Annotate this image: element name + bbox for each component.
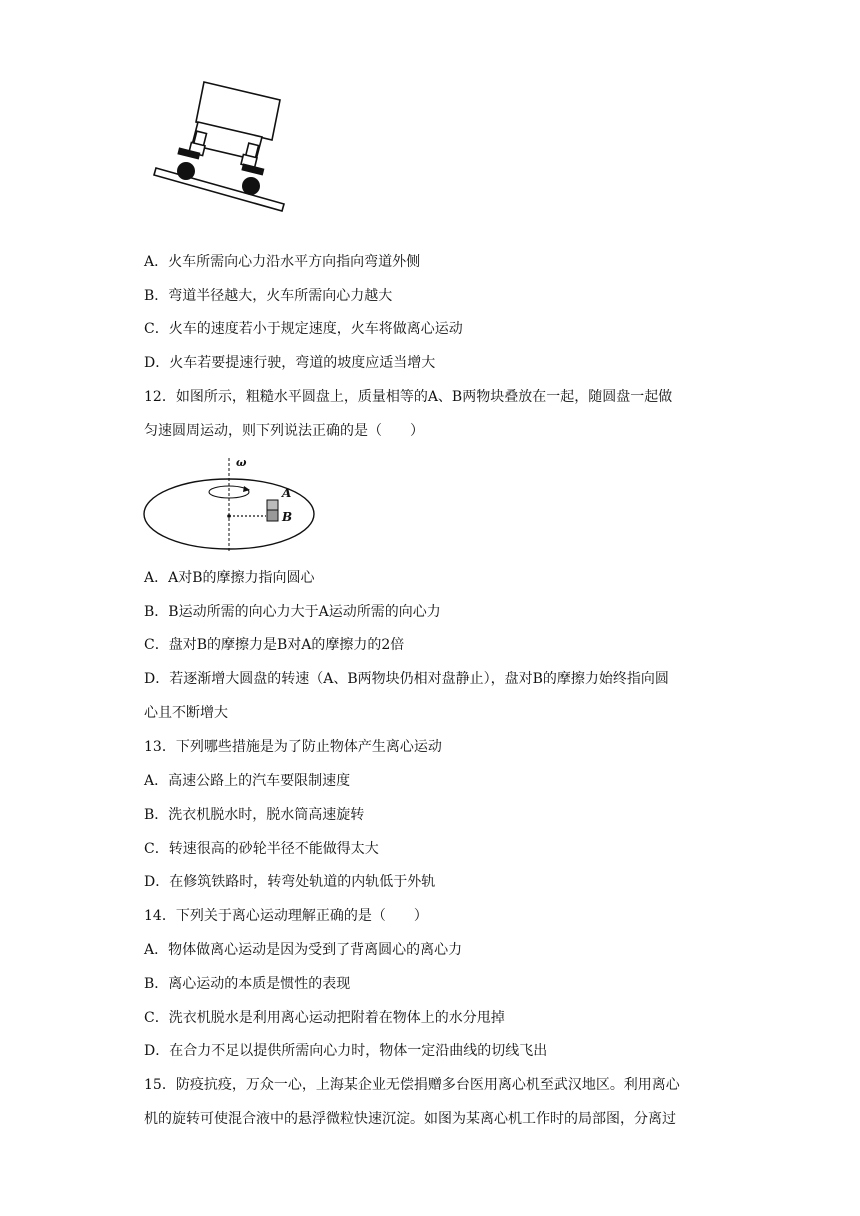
q12-stem-line2: 匀速圆周运动，则下列说法正确的是（ ） <box>144 423 424 439</box>
block-a-label: A <box>282 486 292 500</box>
q15-stem-line2: 机的旋转可使混合液中的悬浮微粒快速沉淀。如图为某离心机工作时的局部图，分离过 <box>144 1111 676 1127</box>
omega-label: ω <box>236 456 247 469</box>
q11-option-a: A．火车所需向心力沿水平方向指向弯道外侧 <box>144 254 421 270</box>
q15-stem-line1: 15．防疫抗疫，万众一心，上海某企业无偿捐赠多台医用离心机至武汉地区。利用离心 <box>144 1077 680 1093</box>
q11-option-c: C．火车的速度若小于规定速度，火车将做离心运动 <box>144 321 463 337</box>
q12-option-c: C．盘对B的摩擦力是B对A的摩擦力的2倍 <box>144 637 405 653</box>
train-on-banked-track-figure <box>150 74 290 214</box>
q11-option-b: B．弯道半径越大，火车所需向心力越大 <box>144 288 393 304</box>
q11-option-d: D．火车若要提速行驶，弯道的坡度应适当增大 <box>144 355 436 371</box>
q13-option-b: B．洗衣机脱水时，脱水筒高速旋转 <box>144 807 365 823</box>
q14-option-a: A．物体做离心运动是因为受到了背离圆心的离心力 <box>144 942 463 958</box>
rotating-disc-figure <box>140 452 330 562</box>
block-b-label: B <box>282 510 293 524</box>
q13-stem: 13．下列哪些措施是为了防止物体产生离心运动 <box>144 739 442 755</box>
q12-option-b: B．B运动所需的向心力大于A运动所需的向心力 <box>144 604 441 620</box>
q13-option-a: A．高速公路上的汽车要限制速度 <box>144 773 351 789</box>
q13-option-d: D．在修筑铁路时，转弯处轨道的内轨低于外轨 <box>144 874 436 890</box>
q14-option-d: D．在合力不足以提供所需向心力时，物体一定沿曲线的切线飞出 <box>144 1043 548 1059</box>
q14-option-b: B．离心运动的本质是惯性的表现 <box>144 976 351 992</box>
q12-stem-line1: 12．如图所示，粗糙水平圆盘上，质量相等的A、B两物块叠放在一起，随圆盘一起做 <box>144 389 673 405</box>
q12-option-d: D．若逐渐增大圆盘的转速（A、B两物块仍相对盘静止），盘对B的摩擦力始终指向圆 <box>144 671 669 687</box>
q14-option-c: C．洗衣机脱水是利用离心运动把附着在物体上的水分甩掉 <box>144 1010 505 1026</box>
q14-stem: 14．下列关于离心运动理解正确的是（ ） <box>144 908 428 924</box>
q13-option-c: C．转速很高的砂轮半径不能做得太大 <box>144 841 379 857</box>
q12-option-a: A．A对B的摩擦力指向圆心 <box>144 570 315 586</box>
disc-drawing <box>140 452 330 562</box>
q12-option-d-continued: 心且不断增大 <box>144 705 228 721</box>
